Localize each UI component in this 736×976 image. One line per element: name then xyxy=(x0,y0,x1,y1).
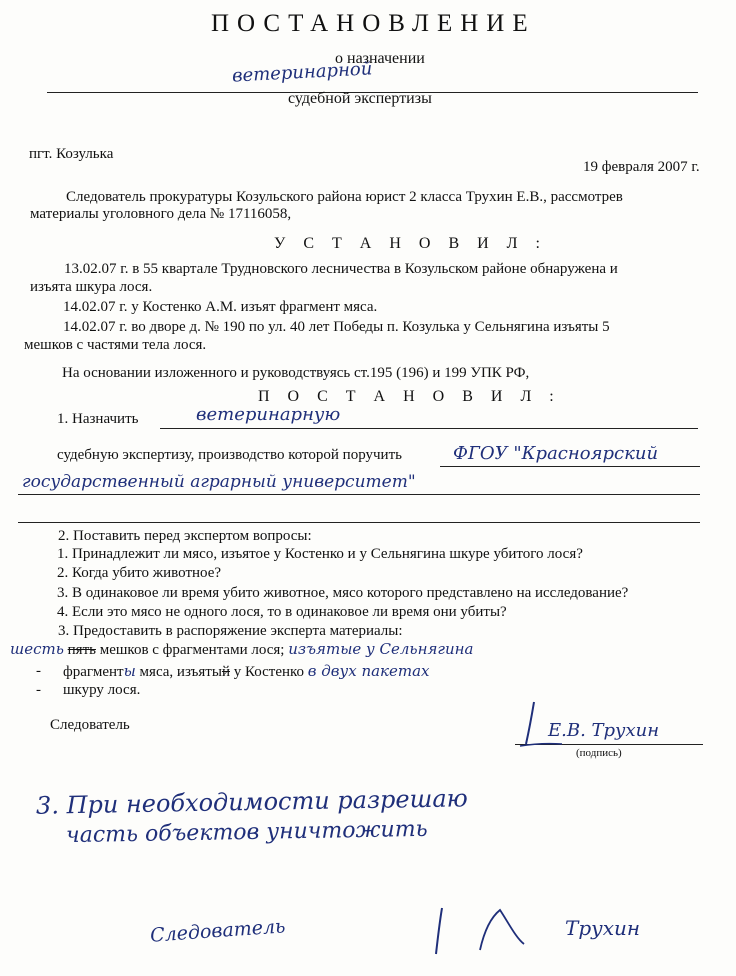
material-1-hand-prefix: шесть xyxy=(10,640,64,658)
material-2-text-a: фрагмент xyxy=(63,664,124,680)
item1-handwritten-org-1: ФГОУ "Красноярский xyxy=(453,443,659,464)
question-2: 2. Когда убито животное? xyxy=(57,565,222,581)
established-p3-line-1: 14.02.07 г. во дворе д. № 190 по ул. 40 лет Победы п. Козулька у Сельнягина изъяты 5 xyxy=(63,319,610,335)
material-2 xyxy=(63,662,430,681)
header-line-2: судебной экспертизы xyxy=(288,90,432,107)
addendum-signature-label: Следователь xyxy=(149,915,287,947)
signature-label: Следователь xyxy=(50,717,130,733)
addendum-signature: Трухин xyxy=(565,916,641,940)
item1-org-line-2 xyxy=(18,494,700,495)
signature-caption: (подпись) xyxy=(576,747,622,759)
material-2-hand-a: ы xyxy=(123,662,136,680)
established-p1-line-2: изъята шкура лося. xyxy=(30,279,153,295)
material-2-text-c: у Костенко xyxy=(229,664,305,680)
established-p2: 14.02.07 г. у Костенко А.М. изъят фрагмент мяса. xyxy=(63,299,378,315)
established-heading: У С Т А Н О В И Л : xyxy=(274,235,547,252)
signature-stroke xyxy=(512,696,572,752)
intro-line-2: материалы уголовного дела № 17116058, xyxy=(30,206,292,222)
item2-label: 2. Поставить перед экспертом вопросы: xyxy=(58,528,312,544)
document-date: 19 февраля 2007 г. xyxy=(583,159,700,175)
question-4: 4. Если это мясо не одного лося, то в одинаковое ли время они убиты? xyxy=(57,604,507,620)
question-3: 3. В одинаковое ли время убито животное, мясо которого представлено на исследование? xyxy=(57,585,629,601)
signature-handwritten: Е.В. Трухин xyxy=(548,720,660,741)
document-title: ПОСТАНОВЛЕНИЕ xyxy=(211,10,536,37)
item1-org-line-3 xyxy=(18,522,700,523)
item1-label: 1. Назначить xyxy=(57,411,139,427)
item1-fill-line xyxy=(160,428,698,429)
item3-label: 3. Предоставить в распоряжение эксперта материалы: xyxy=(58,623,403,639)
item1-handwritten-type: ветеринарную xyxy=(196,404,341,425)
item1-handwritten-org-2: государственный аграрный университет" xyxy=(22,472,416,492)
material-1-hand-suffix: изъятые у Сельнягина xyxy=(288,640,474,658)
item1-text: судебную экспертизу, производство которой поручить xyxy=(57,447,402,463)
resolved-heading: П О С Т А Н О В И Л : xyxy=(258,388,561,405)
addendum-signature-stroke xyxy=(420,902,550,962)
established-p1-line-1: 13.02.07 г. в 55 квартале Трудновского лесничества в Козульском районе обнаружена и xyxy=(64,261,618,277)
material-2-dash: - xyxy=(36,663,41,679)
material-3-dash: - xyxy=(36,682,41,698)
intro-line-1: Следователь прокуратуры Козульского района юрист 2 класса Трухин Е.В., рассмотрев xyxy=(66,189,623,205)
handwritten-expertise-type: ветеринарной xyxy=(231,58,373,87)
addendum-line-1: 3. При необходимости разрешаю xyxy=(35,784,469,820)
item1-org-line-1 xyxy=(440,466,700,467)
established-p4: На основании изложенного и руководствуясь ст.195 (196) и 199 УПК РФ, xyxy=(62,365,530,381)
material-3-text: шкуру лося. xyxy=(63,682,141,698)
established-p3-line-2: мешков с частями тела лося. xyxy=(24,337,207,353)
material-1 xyxy=(10,640,473,659)
header-line-1: о назначении xyxy=(335,50,425,67)
addendum-line-2: часть объектов уничтожить xyxy=(65,816,428,849)
material-2-struck: й xyxy=(221,664,230,680)
material-1-text: мешков с фрагментами лося; xyxy=(99,642,285,658)
place-label: пгт. Козулька xyxy=(29,146,114,162)
question-1: 1. Принадлежит ли мясо, изъятое у Костенко и у Сельнягина шкуре убитого лося? xyxy=(57,546,583,562)
material-2-hand: в двух пакетах xyxy=(307,662,430,680)
material-1-struck: пять xyxy=(67,642,96,658)
material-2-text-b: мяса, изъяты xyxy=(135,664,222,680)
